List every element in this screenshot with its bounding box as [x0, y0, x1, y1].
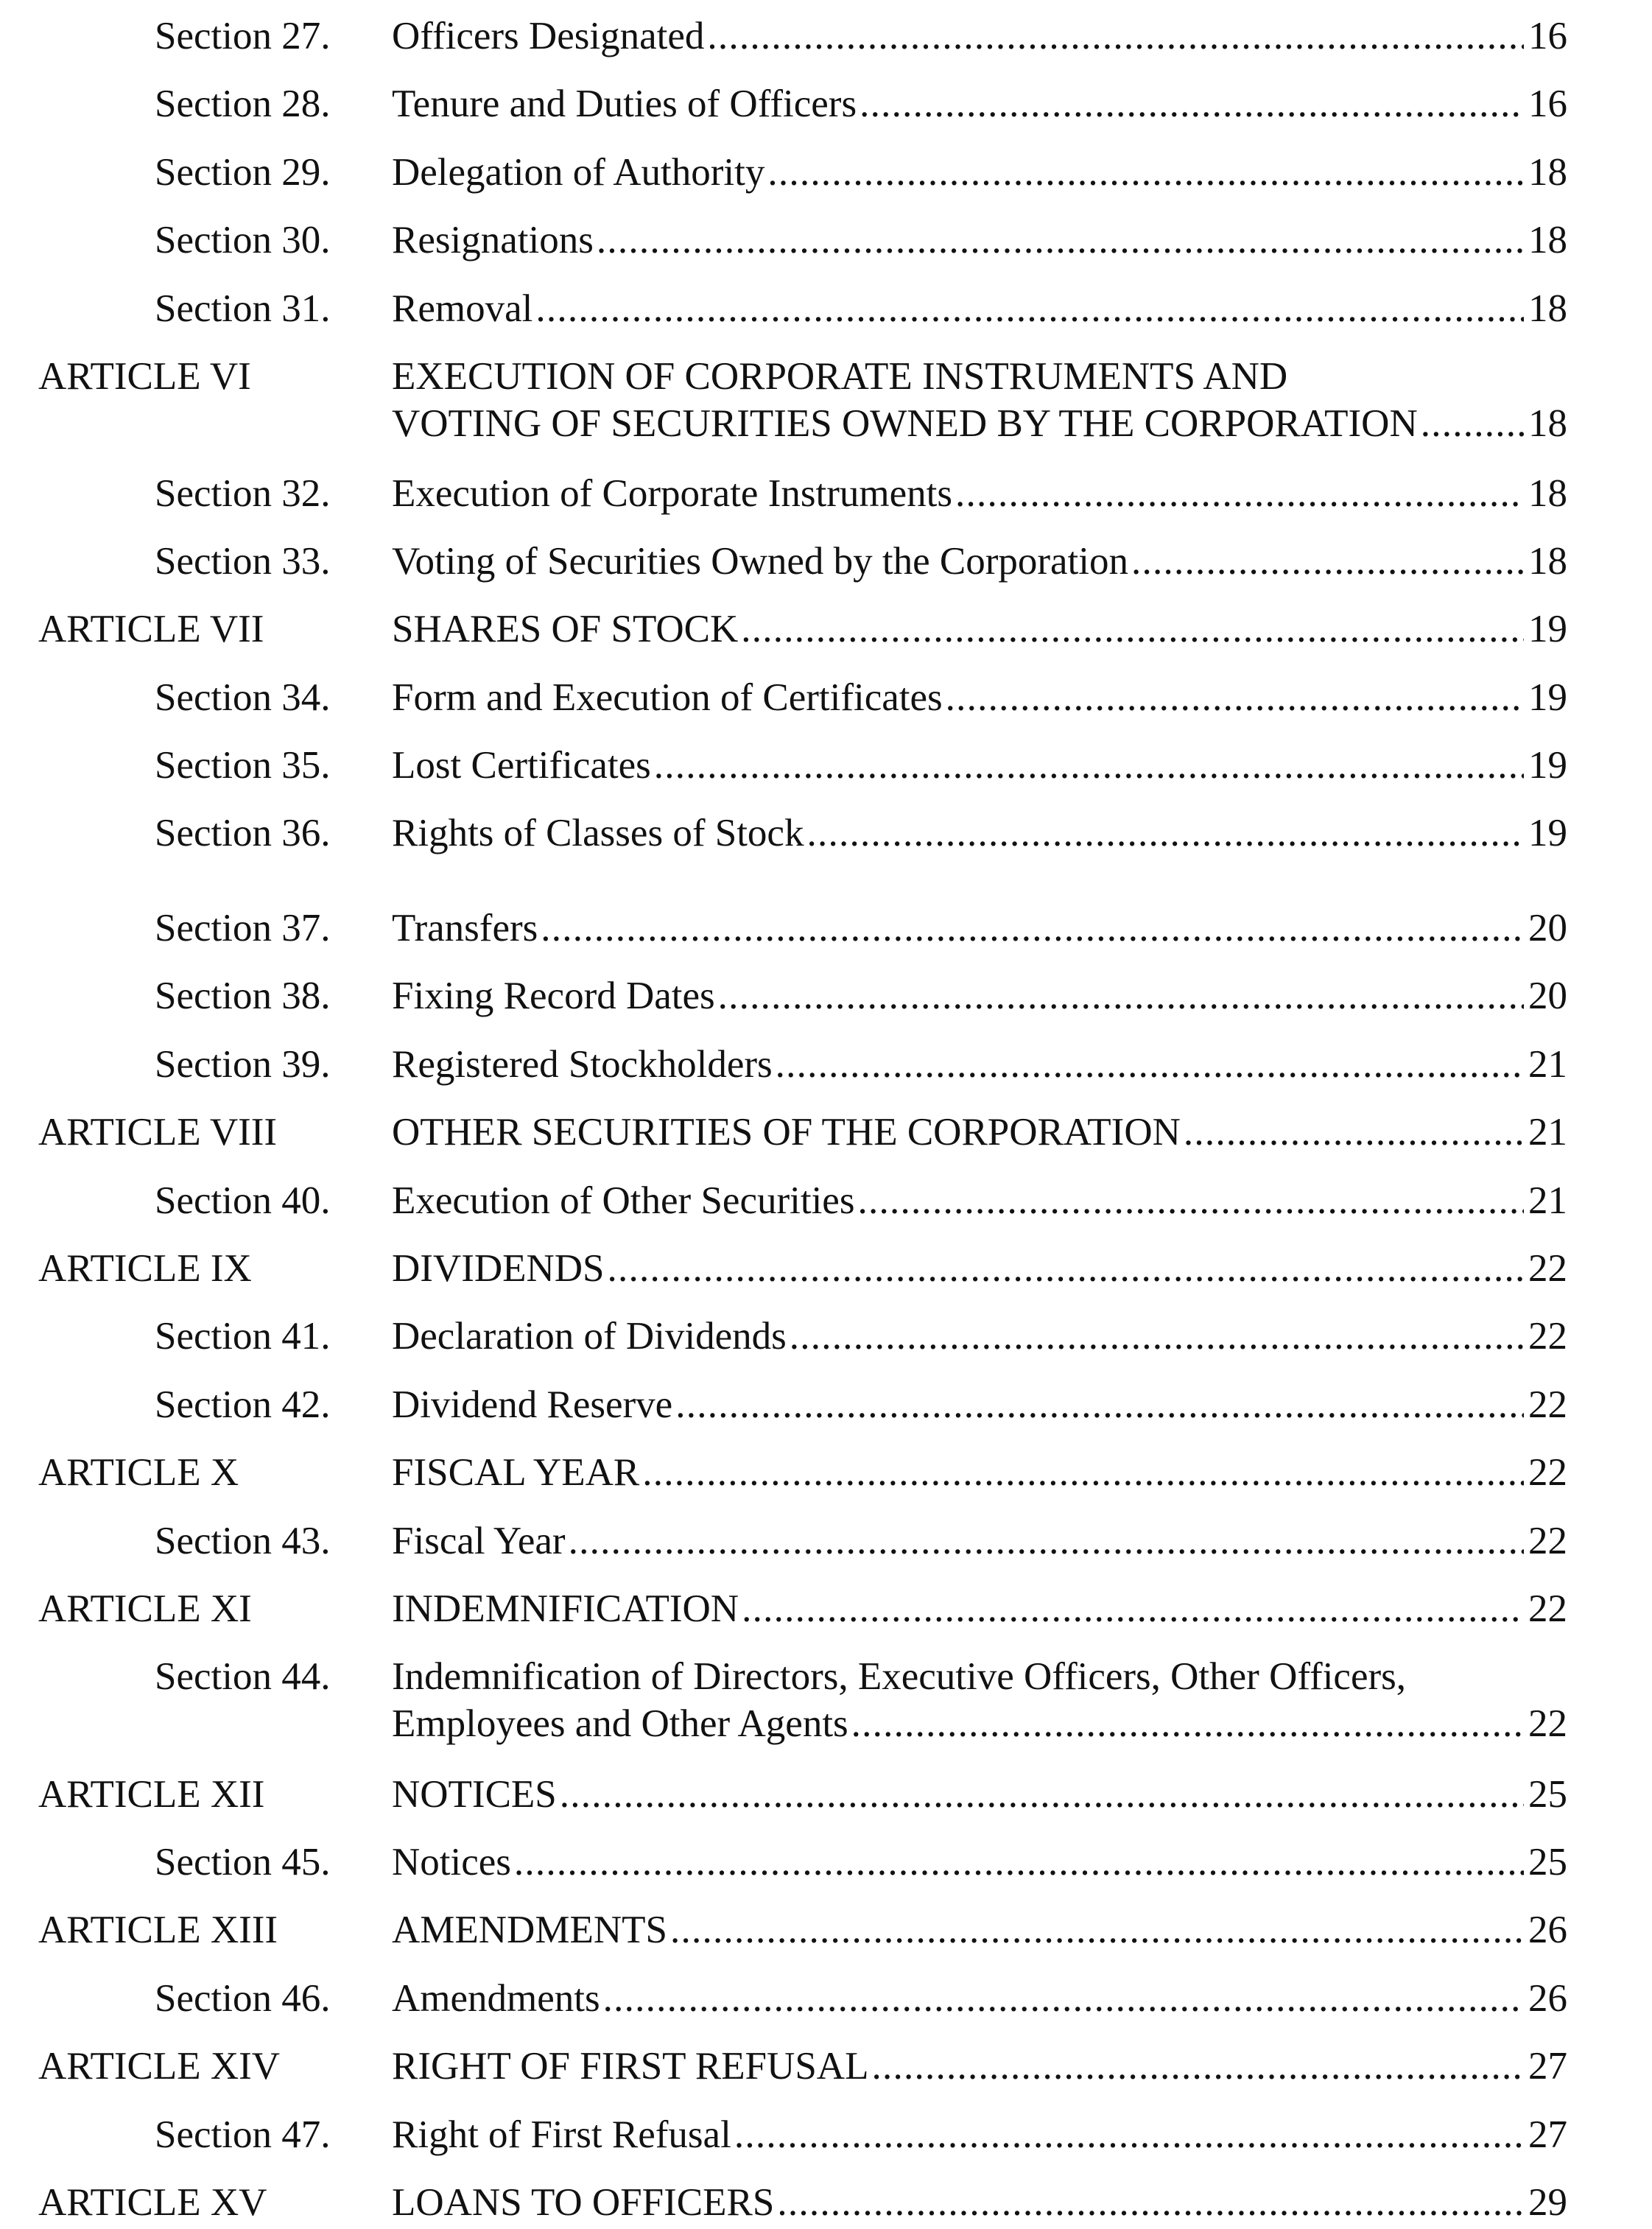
entry-title: Fixing Record Dates: [392, 975, 715, 1017]
dot-leader: [946, 675, 1524, 720]
entry-row: [392, 1042, 1567, 1087]
section-number: Section 32.: [155, 472, 331, 515]
dot-leader: [670, 1907, 1524, 1953]
section-number: Section 27.: [155, 15, 331, 57]
entry-title: INDEMNIFICATION: [392, 1587, 739, 1630]
page-number: 22: [1528, 1587, 1567, 1630]
dot-leader: [1421, 401, 1524, 446]
entry-title: Employees and Other Agents: [392, 1702, 848, 1745]
dot-leader: [741, 606, 1524, 652]
article-number: ARTICLE VII: [38, 608, 264, 650]
page-number: 25: [1528, 1773, 1567, 1816]
dot-leader: [654, 743, 1524, 788]
page-number: 27: [1528, 2113, 1567, 2156]
article-number: ARTICLE VI: [38, 355, 251, 398]
dot-leader: [767, 150, 1524, 195]
dot-leader: [742, 1586, 1524, 1632]
section-number: Section 29.: [155, 151, 331, 194]
page-number: 21: [1528, 1111, 1567, 1154]
entry-title: Voting of Securities Owned by the Corporation: [392, 540, 1128, 583]
dot-leader: [541, 905, 1524, 951]
entry-row: [392, 1450, 1567, 1495]
dot-leader: [597, 217, 1524, 263]
entry-title: DIVIDENDS: [392, 1247, 605, 1290]
entry-row: [392, 810, 1567, 856]
dot-leader: [734, 2112, 1524, 2158]
page-number: 19: [1528, 812, 1567, 854]
page-number: 16: [1528, 83, 1567, 125]
article-number: ARTICLE XIII: [38, 1909, 278, 1951]
entry-row: [392, 1772, 1567, 1817]
section-number: Section 34.: [155, 676, 331, 719]
entry-title: OTHER SECURITIES OF THE CORPORATION: [392, 1111, 1181, 1154]
entry-title-line1: EXECUTION OF CORPORATE INSTRUMENTS AND: [392, 355, 1288, 398]
page-number: 25: [1528, 1841, 1567, 1884]
page-number: 18: [1528, 287, 1567, 330]
page-number: 29: [1528, 2181, 1567, 2224]
page-number: 22: [1528, 1315, 1567, 1358]
dot-leader: [955, 471, 1524, 516]
entry-row: [392, 401, 1567, 446]
section-number: Section 31.: [155, 287, 331, 330]
dot-leader: [675, 1382, 1524, 1428]
dot-leader: [718, 973, 1524, 1019]
page-number: 27: [1528, 2045, 1567, 2088]
article-number: ARTICLE X: [38, 1451, 239, 1494]
entry-row: [392, 905, 1567, 951]
dot-leader: [776, 1042, 1524, 1087]
section-number: Section 39.: [155, 1043, 331, 1086]
page-number: 18: [1528, 540, 1567, 583]
section-number: Section 45.: [155, 1841, 331, 1884]
section-number: Section 40.: [155, 1179, 331, 1222]
entry-row: [392, 2112, 1567, 2158]
entry-title-line1: Indemnification of Directors, Executive Officers, Other Officers,: [392, 1655, 1406, 1698]
entry-row: [392, 150, 1567, 195]
dot-leader: [871, 2043, 1524, 2089]
entry-title: AMENDMENTS: [392, 1909, 667, 1951]
article-number: ARTICLE XV: [38, 2181, 267, 2224]
page-number: 19: [1528, 744, 1567, 787]
page-number: 19: [1528, 676, 1567, 719]
entry-row: [392, 217, 1567, 263]
entry-row: [392, 743, 1567, 788]
entry-title: LOANS TO OFFICERS: [392, 2181, 775, 2224]
dot-leader: [1131, 538, 1524, 584]
page-number: 22: [1528, 1383, 1567, 1426]
page-number: 21: [1528, 1043, 1567, 1086]
article-number: ARTICLE XII: [38, 1773, 265, 1816]
section-number: Section 28.: [155, 83, 331, 125]
entry-title: Execution of Corporate Instruments: [392, 472, 952, 515]
entry-row: [392, 1586, 1567, 1632]
entry-row: [392, 1518, 1567, 1564]
dot-leader: [857, 1178, 1524, 1224]
entry-title: NOTICES: [392, 1773, 557, 1816]
section-number: Section 44.: [155, 1655, 331, 1698]
page-number: 21: [1528, 1179, 1567, 1222]
entry-title: SHARES OF STOCK: [392, 608, 739, 650]
article-number: ARTICLE IX: [38, 1247, 252, 1290]
section-number: Section 43.: [155, 1520, 331, 1562]
entry-title: FISCAL YEAR: [392, 1451, 640, 1494]
entry-row: [392, 1109, 1567, 1155]
entry-row: [392, 1313, 1567, 1359]
entry-row: [392, 606, 1567, 652]
page-number: 19: [1528, 608, 1567, 650]
entry-title: Rights of Classes of Stock: [392, 812, 804, 854]
page-number: 20: [1528, 975, 1567, 1017]
entry-title: VOTING OF SECURITIES OWNED BY THE CORPORATION: [392, 402, 1418, 445]
dot-leader: [642, 1450, 1524, 1495]
entry-title: Fiscal Year: [392, 1520, 566, 1562]
entry-title: Tenure and Duties of Officers: [392, 83, 857, 125]
article-number: ARTICLE VIII: [38, 1111, 278, 1154]
section-number: Section 47.: [155, 2113, 331, 2156]
dot-leader: [560, 1772, 1524, 1817]
dot-leader: [860, 81, 1524, 127]
entry-row: [392, 286, 1567, 331]
page-number: 22: [1528, 1451, 1567, 1494]
section-number: Section 30.: [155, 219, 331, 261]
section-number: Section 33.: [155, 540, 331, 583]
entry-title: Officers Designated: [392, 15, 705, 57]
entry-row: [392, 1382, 1567, 1428]
entry-title: Dividend Reserve: [392, 1383, 673, 1426]
entry-title: Transfers: [392, 907, 538, 949]
entry-title: Notices: [392, 1841, 511, 1884]
entry-title: Form and Execution of Certificates: [392, 676, 943, 719]
entry-row: [392, 1907, 1567, 1953]
entry-title: Registered Stockholders: [392, 1043, 773, 1086]
entry-title: Execution of Other Securities: [392, 1179, 855, 1222]
entry-row: [392, 2043, 1567, 2089]
entry-row: [392, 81, 1567, 127]
entry-title: Removal: [392, 287, 533, 330]
section-number: Section 38.: [155, 975, 331, 1017]
article-number: ARTICLE XIV: [38, 2045, 281, 2088]
dot-leader: [514, 1839, 1524, 1885]
page-number: 22: [1528, 1702, 1567, 1745]
page-number: 16: [1528, 15, 1567, 57]
page-number: 26: [1528, 1977, 1567, 2020]
entry-row: [392, 1839, 1567, 1885]
entry-row: [392, 13, 1567, 59]
entry-title: Declaration of Dividends: [392, 1315, 787, 1358]
page-number: 18: [1528, 472, 1567, 515]
entry-row: [392, 538, 1567, 584]
article-number: ARTICLE XI: [38, 1587, 252, 1630]
entry-title: Resignations: [392, 219, 594, 261]
entry-row: [392, 1246, 1567, 1291]
section-number: Section 42.: [155, 1383, 331, 1426]
section-number: Section 41.: [155, 1315, 331, 1358]
page-number: 20: [1528, 907, 1567, 949]
dot-leader: [806, 810, 1524, 856]
dot-leader: [603, 1976, 1524, 2021]
dot-leader: [707, 13, 1524, 59]
entry-row: [392, 675, 1567, 720]
page-number: 18: [1528, 402, 1567, 445]
page-number: 18: [1528, 219, 1567, 261]
page-number: 22: [1528, 1520, 1567, 1562]
entry-title: Amendments: [392, 1977, 600, 2020]
entry-row: [392, 1701, 1567, 1747]
section-number: Section 36.: [155, 812, 331, 854]
section-number: Section 46.: [155, 1977, 331, 2020]
dot-leader: [851, 1701, 1524, 1747]
page-number: 26: [1528, 1909, 1567, 1951]
entry-row: [392, 1976, 1567, 2021]
dot-leader: [569, 1518, 1524, 1564]
entry-title: RIGHT OF FIRST REFUSAL: [392, 2045, 869, 2088]
section-number: Section 37.: [155, 907, 331, 949]
entry-title: Lost Certificates: [392, 744, 651, 787]
dot-leader: [777, 2180, 1524, 2225]
entry-row: [392, 1178, 1567, 1224]
page-number: 18: [1528, 151, 1567, 194]
dot-leader: [1184, 1109, 1524, 1155]
entry-row: [392, 973, 1567, 1019]
entry-title: Right of First Refusal: [392, 2113, 731, 2156]
dot-leader: [608, 1246, 1524, 1291]
section-number: Section 35.: [155, 744, 331, 787]
entry-row: [392, 471, 1567, 516]
dot-leader: [535, 286, 1524, 331]
entry-title: Delegation of Authority: [392, 151, 765, 194]
entry-row: [392, 2180, 1567, 2225]
dot-leader: [790, 1313, 1524, 1359]
page-number: 22: [1528, 1247, 1567, 1290]
